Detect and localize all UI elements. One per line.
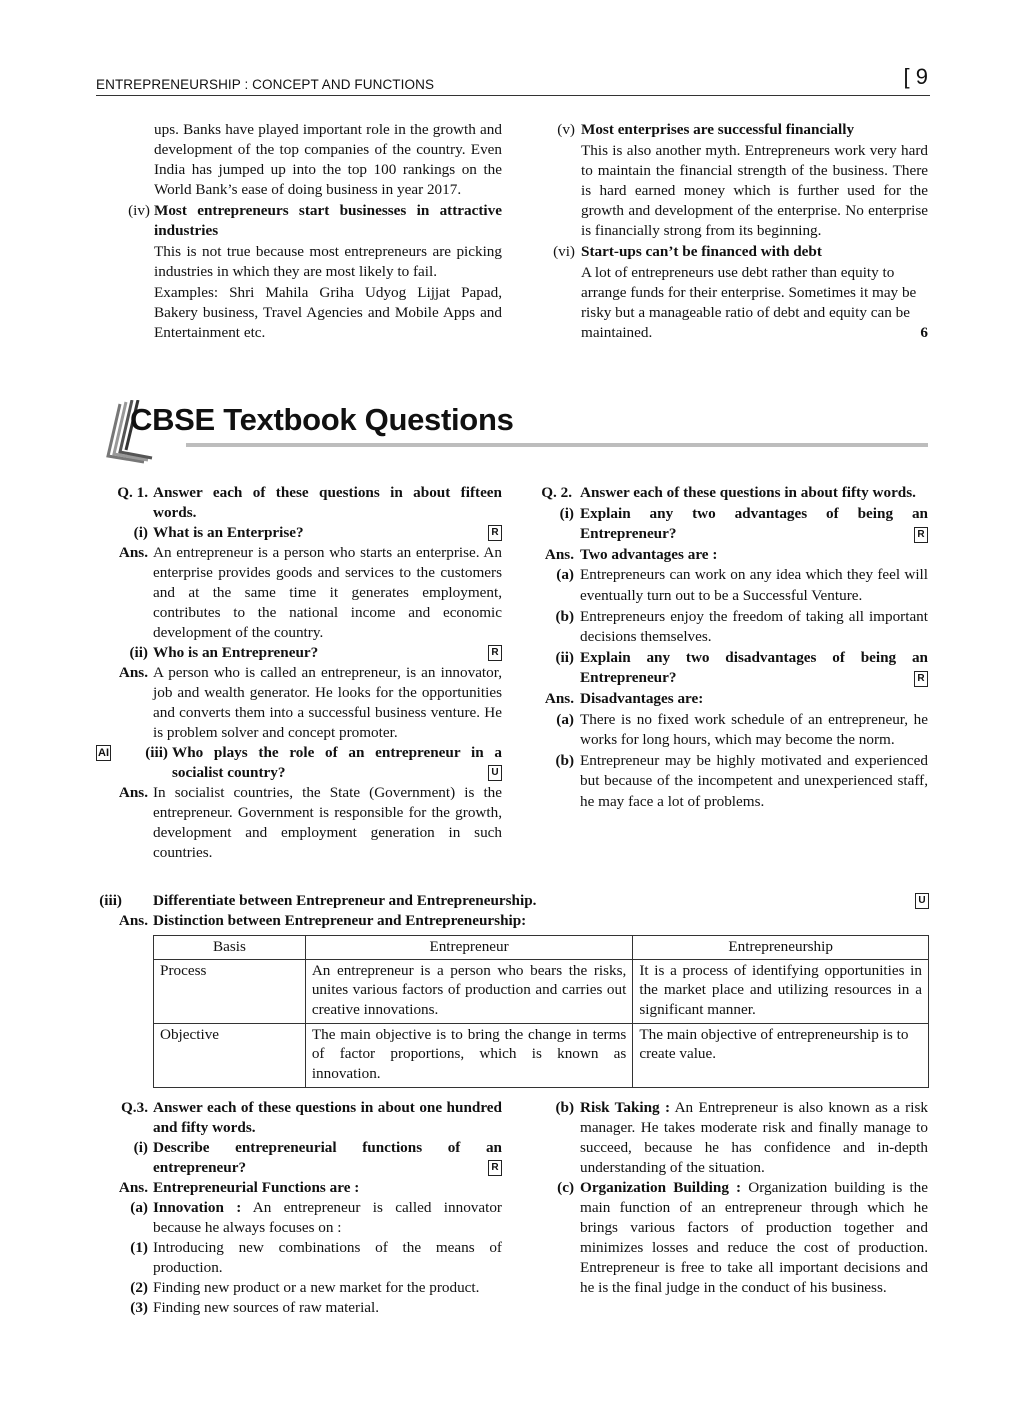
point-vi-body bbox=[581, 263, 928, 343]
q2-d-label: (b) bbox=[555, 751, 574, 769]
ans-label: Ans. bbox=[118, 664, 148, 681]
q3-a-title: Innovation : bbox=[153, 1199, 242, 1216]
q3-n2 bbox=[130, 1278, 502, 1298]
q3-b-text: An Entrepreneur is also known as a risk manager. He takes moderate risk and finally manage to succeed, because he has confidence and in-depth understanding of the situation. bbox=[580, 1099, 928, 1176]
point-iv-examples: Examples: Shri Mahila Griha Udyog Lijjat Papad, Bakery business, Travel Agencies and Mobile Apps and Entertainment etc. bbox=[154, 284, 502, 341]
diff-answer-heading bbox=[118, 911, 929, 931]
top-right-column bbox=[522, 120, 928, 343]
q3-n3 bbox=[130, 1298, 502, 1318]
point-vi-title: Start-ups can’t be financed with debt bbox=[581, 243, 822, 260]
q2-a-text: Entrepreneurs can work on any idea which they feel will eventually turn out to be a Successful Venture. bbox=[580, 566, 928, 604]
q2-ii-answer-title bbox=[544, 689, 928, 710]
q2-ii-question: Explain any two disadvantages of being an Entrepreneur? bbox=[580, 648, 928, 687]
q2-question bbox=[541, 483, 928, 504]
q1-i-answer bbox=[118, 543, 502, 643]
q3-c bbox=[557, 1178, 928, 1298]
point-vi-body-text: A lot of entrepreneurs use debt rather than equity to arrange funds for their enterprise. Sometimes it may be risky but a manageable ratio of debt and equity can be maintained. bbox=[581, 264, 917, 341]
point-iv-label: (iv) bbox=[128, 202, 150, 219]
q2-d bbox=[555, 751, 928, 813]
q3-n3-text: Finding new sources of raw material. bbox=[153, 1299, 380, 1316]
q1-title: Answer each of these questions in about fifteen words. bbox=[153, 484, 502, 521]
page-number: [ 9 bbox=[903, 64, 928, 89]
ans-label: Ans. bbox=[118, 1179, 148, 1196]
chapter-title: ENTREPRENEURSHIP : CONCEPT AND FUNCTIONS bbox=[96, 77, 435, 92]
point-iv-title: Most entrepreneurs start businesses in attractive industries bbox=[154, 202, 502, 239]
q1-iii-label: (iii) bbox=[145, 744, 168, 761]
q2-d-text: Entrepreneur may be highly motivated and experienced but because of the incompetent and unexperienced staff, he may face a lot of problems. bbox=[580, 751, 928, 810]
q3-right-column bbox=[522, 1098, 928, 1298]
q3-a-text: An entrepreneur is called innovator because he always focuses on : bbox=[153, 1199, 502, 1236]
q2-i-label: (i) bbox=[559, 504, 574, 522]
remember-badge: R bbox=[914, 671, 928, 687]
table-cell: It is a process of identifying opportunities in the market place and utilizing resources in a significant manner. bbox=[633, 959, 929, 1023]
q3-b-title: Risk Taking : bbox=[580, 1099, 671, 1116]
q3-b bbox=[555, 1098, 928, 1178]
q1-i bbox=[133, 523, 502, 543]
running-header bbox=[96, 64, 930, 96]
q1-ii bbox=[129, 643, 502, 663]
ans-label: Ans. bbox=[544, 689, 574, 707]
point-vi bbox=[553, 242, 928, 262]
q2-title: Answer each of these questions in about fifty words. bbox=[580, 484, 916, 501]
point-vi-label: (vi) bbox=[553, 243, 575, 260]
continuation-text: ups. Banks have played important role in the growth and development of the top companies of the country. Even India has jumped up into the top 100 rankings on the World Bank’s ease of doing business in year 2017. bbox=[154, 121, 502, 198]
table-row bbox=[154, 959, 929, 1023]
q3-n1-text: Introducing new combinations of the means of production. bbox=[153, 1239, 502, 1276]
table-header: Entrepreneur bbox=[305, 936, 633, 960]
table-cell: Process bbox=[154, 959, 306, 1023]
q3-c-label: (c) bbox=[557, 1179, 574, 1196]
remember-badge: R bbox=[488, 525, 502, 541]
q3-n2-label: (2) bbox=[130, 1279, 148, 1296]
q2-c-text: There is no fixed work schedule of an entrepreneur, he works for long hours, which may become the norm. bbox=[580, 710, 928, 749]
remember-badge: R bbox=[488, 1160, 502, 1176]
q2-c-label: (a) bbox=[556, 710, 574, 728]
q3-a bbox=[130, 1198, 502, 1238]
q1-iii-question: Who plays the role of an entrepreneur in a socialist country? bbox=[172, 744, 502, 781]
section-heading bbox=[100, 400, 928, 468]
q1-i-answer-text: An entrepreneur is a person who starts an enterprise. An enterprise provides goods and services to the customers and at the same time it generates employment, contributes to the national income and economic development of the country. bbox=[153, 544, 502, 641]
ans-label: Ans. bbox=[118, 912, 148, 929]
remember-badge: R bbox=[488, 645, 502, 661]
diff-question bbox=[99, 891, 929, 911]
understand-badge: U bbox=[488, 765, 502, 781]
q2-ii bbox=[555, 648, 928, 689]
q1-question bbox=[117, 483, 502, 523]
q1-ii-label: (ii) bbox=[129, 644, 148, 661]
q3-n3-label: (3) bbox=[130, 1299, 148, 1316]
point-v-title: Most enterprises are successful financially bbox=[581, 121, 855, 138]
q2-b bbox=[555, 607, 928, 648]
ans-label: Ans. bbox=[544, 545, 574, 563]
q3-column bbox=[96, 1098, 502, 1318]
point-iv bbox=[128, 201, 502, 241]
marks: 6 bbox=[920, 324, 928, 341]
table-row bbox=[154, 1023, 929, 1087]
point-v-body: This is also another myth. Entrepreneurs work very hard to maintain the financial strength of the business. There is hard earned money which is further used for the growth and development of the enterprise. No enterprise is financially strong from its beginning. bbox=[581, 142, 928, 239]
q3-i bbox=[133, 1138, 502, 1178]
remember-badge: R bbox=[914, 527, 928, 543]
q1-iii-answer-text: In socialist countries, the State (Government) is the entrepreneur. Government is responsible for the growth, development and employment generation in such countries. bbox=[153, 784, 502, 861]
table-cell: Objective bbox=[154, 1023, 306, 1087]
q1-iii bbox=[98, 743, 502, 783]
q3-answer-heading: Entrepreneurial Functions are : bbox=[153, 1179, 360, 1196]
table-header: Basis bbox=[154, 936, 306, 960]
q3-a-label: (a) bbox=[130, 1199, 148, 1216]
point-v bbox=[557, 120, 928, 140]
q2-c bbox=[556, 710, 928, 751]
q1-iii-answer bbox=[118, 783, 502, 863]
q1-ii-answer bbox=[118, 663, 502, 743]
point-iv-body: This is not true because most entrepreneurs are picking industries in which they are most likely to fail. bbox=[154, 243, 502, 280]
q1-i-label: (i) bbox=[133, 524, 148, 541]
q2-ii-answer-heading: Disadvantages are: bbox=[580, 689, 704, 707]
q1-label: Q. 1. bbox=[117, 484, 148, 501]
diff-label: (iii) bbox=[99, 892, 122, 909]
q3-label: Q.3. bbox=[120, 1099, 148, 1116]
q2-a-label: (a) bbox=[556, 566, 574, 584]
point-v-label: (v) bbox=[557, 121, 575, 138]
diff-answer-title: Distinction between Entrepreneur and Entrepreneurship: bbox=[153, 912, 527, 929]
table-cell: The main objective is to bring the change in terms of factor proportions, which is known as innovation. bbox=[305, 1023, 633, 1087]
q1-column bbox=[96, 483, 502, 863]
q3-n1 bbox=[130, 1238, 502, 1278]
q2-i-answer-heading: Two advantages are : bbox=[580, 545, 718, 563]
q2-b-text: Entrepreneurs enjoy the freedom of taking all important decisions themselves. bbox=[580, 607, 928, 646]
q3-c-title: Organization Building : bbox=[580, 1179, 742, 1196]
q3-i-label: (i) bbox=[133, 1139, 148, 1156]
table-cell: An entrepreneur is a person who bears the risks, unites various factors of production and carries out creative innovations. bbox=[305, 959, 633, 1023]
understand-badge: U bbox=[915, 893, 929, 909]
q3-n2-text: Finding new product or a new market for the product. bbox=[153, 1279, 480, 1296]
q2-i-answer-title bbox=[544, 545, 928, 566]
q3-question bbox=[120, 1098, 502, 1138]
diff-question-text: Differentiate between Entrepreneur and Entrepreneurship. bbox=[153, 892, 537, 909]
table-header-row bbox=[154, 936, 929, 960]
q3-answer-title bbox=[118, 1178, 502, 1198]
q2-b-label: (b) bbox=[555, 607, 574, 625]
distinction-table bbox=[153, 935, 929, 1088]
top-left-column bbox=[96, 120, 502, 343]
q2-i bbox=[559, 504, 928, 545]
q2-column bbox=[522, 483, 928, 813]
q3-i-question: Describe entrepreneurial functions of an entrepreneur? bbox=[153, 1139, 502, 1176]
q2-i-question: Explain any two advantages of being an Entrepreneur? bbox=[580, 504, 928, 543]
q1-ii-question: Who is an Entrepreneur? bbox=[153, 644, 319, 661]
q2-label: Q. 2. bbox=[541, 484, 572, 501]
q1-i-question: What is an Enterprise? bbox=[153, 524, 304, 541]
q3-b-label: (b) bbox=[555, 1099, 574, 1116]
ans-label: Ans. bbox=[118, 544, 148, 561]
q3-c-text: Organization building is the main function of an entrepreneur through which he brings various factors of production together and minimizes losses and reduce the cost of production. Entrepreneur is free to take all important decisions and he is the final judge in the conduct of his business. bbox=[580, 1179, 928, 1296]
q3-title: Answer each of these questions in about one hundred and fifty words. bbox=[153, 1099, 502, 1136]
q2-ii-label: (ii) bbox=[555, 648, 574, 666]
diff-question-block bbox=[96, 891, 929, 931]
table-header: Entrepreneurship bbox=[633, 936, 929, 960]
q3-n1-label: (1) bbox=[130, 1239, 148, 1256]
ans-label: Ans. bbox=[118, 784, 148, 801]
q2-a bbox=[556, 565, 928, 606]
heading-rule bbox=[186, 443, 928, 447]
q1-ii-answer-text: A person who is called an entrepreneur, is an innovator, job and wealth generator. He looks for the opportunities and converts them into a successful business venture. He is problem solver and concept promoter. bbox=[153, 664, 502, 741]
section-title: CBSE Textbook Questions bbox=[130, 402, 514, 437]
ai-badge: AI bbox=[98, 747, 109, 759]
table-cell: The main objective of entrepreneurship is to create value. bbox=[633, 1023, 929, 1087]
